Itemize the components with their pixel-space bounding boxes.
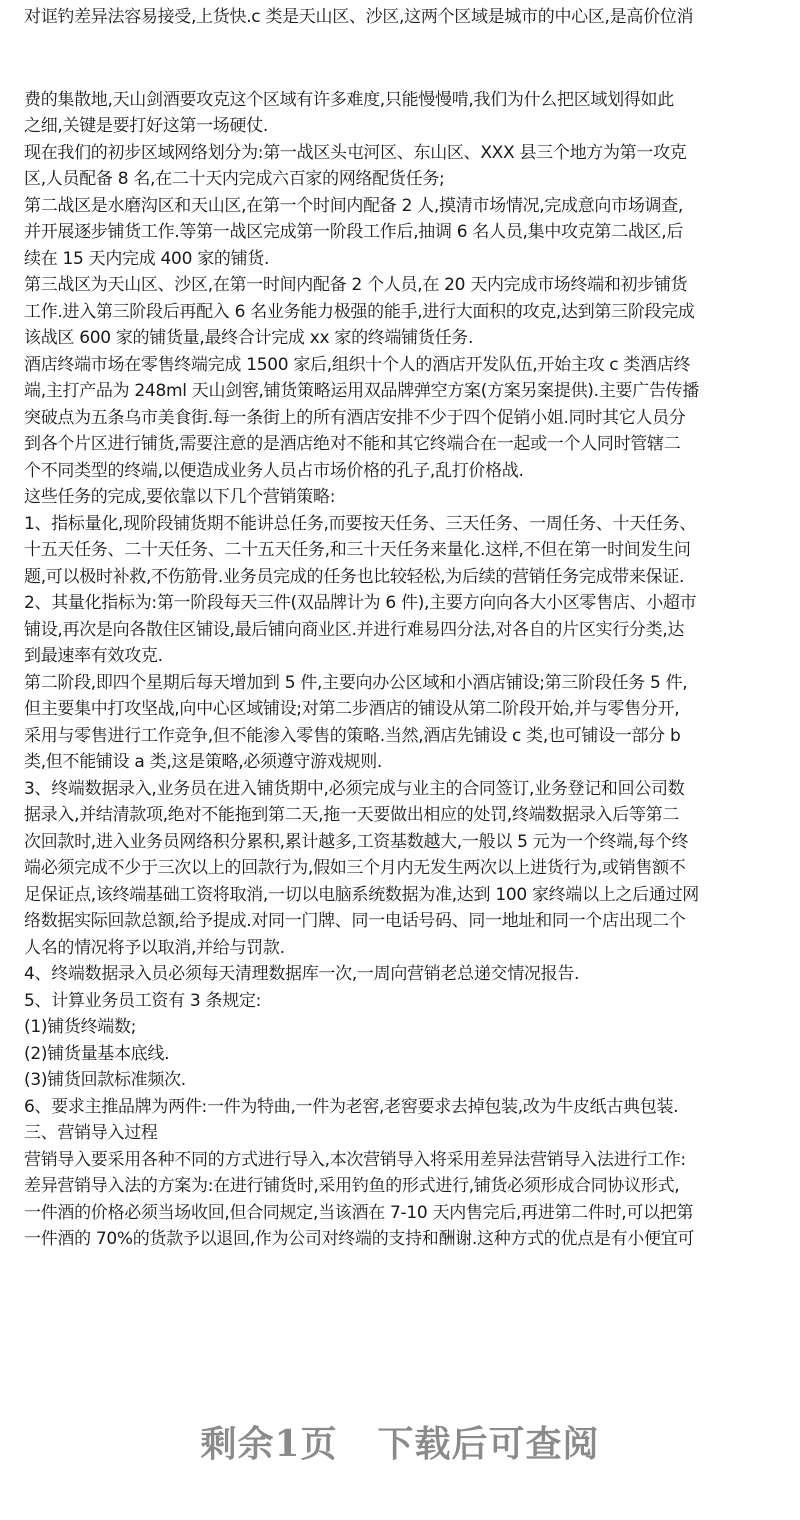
- text-line: 到最速率有效攻克.: [24, 646, 163, 666]
- text-line: 3、终端数据录入,业务员在进入铺货期中,必须完成与业主的合同签订,业务登记和回公司数: [24, 779, 685, 799]
- text-line: 络数据实际回款总额,给予提成.对同一门牌、同一电话号码、同一地址和同一个店出现二个: [24, 911, 686, 931]
- text-line: 现在我们的初步区域网络划分为:第一战区头屯河区、东山区、XXX 县三个地方为第一攻克: [24, 143, 687, 163]
- text-line: 一件酒的价格必须当场收回,但合同规定,当该酒在 7-10 天内售完后,再进第二件时,可以把第: [24, 1203, 694, 1223]
- text-line: 对诓钓差异法容易接受,上货快.c 类是天山区、沙区,这两个区域是城市的中心区,是高价位消: [24, 7, 694, 27]
- text-line: 铺设,再次是向各散住区铺设,最后铺向商业区.并进行难易四分法,对各自的片区实行分类,达: [24, 620, 685, 640]
- text-line: 足保证点,该终端基础工资将取消,一切以电脑系统数据为准,达到 100 家终端以上之后通过网: [24, 885, 699, 905]
- text-line: 2、其量化指标为:第一阶段每天三件(双品牌计为 6 件),主要方向向各大小区零售店、小超市: [24, 593, 697, 613]
- text-line: 区,人员配备 8 名,在二十天内完成六百家的网络配货任务;: [24, 169, 445, 189]
- text-line: (1)铺货终端数;: [24, 1017, 137, 1037]
- text-line: 第二战区是水磨沟区和天山区,在第一个时间内配备 2 人,摸清市场情况,完成意向市场调查,: [24, 196, 684, 216]
- text-line: 个不同类型的终端,以便造成业务人员占市场价格的孔子,乱打价格战.: [24, 461, 524, 481]
- text-line: 1、指标量化,现阶段铺货期不能讲总任务,而要按天任务、三天任务、一周任务、十天任务、: [24, 514, 697, 534]
- text-line: 酒店终端市场在零售终端完成 1500 家后,组织十个人的酒店开发队伍,开始主攻 c 类酒店终: [24, 355, 691, 375]
- text-line: 差异营销导入法的方案为:在进行铺货时,采用钓鱼的形式进行,铺货必须形成合同协议形式,: [24, 1176, 680, 1196]
- text-line: (3)铺货回款标准频次.: [24, 1070, 186, 1090]
- text-line: (2)铺货量基本底线.: [24, 1044, 170, 1064]
- text-line: 据录入,并结清款项,绝对不能拖到第二天,拖一天要做出相应的处罚,终端数据录入后等第二: [24, 805, 680, 825]
- text-line: 该战区 600 家的铺货量,最终合计完成 xx 家的终端铺货任务.: [24, 328, 474, 348]
- text-line: 之细,关键是要打好这第一场硬仗.: [24, 116, 269, 136]
- text-line: 6、要求主推品牌为两件:一件为特曲,一件为老窖,老窖要求去掉包装,改为牛皮纸古典包装.: [24, 1097, 679, 1117]
- download-prompt-banner[interactable]: [0, 1414, 800, 1474]
- text-line: 采用与零售进行工作竞争,但不能渗入零售的策略.当然,酒店先铺设 c 类,也可铺设一部分 b: [24, 726, 681, 746]
- text-line: 第三战区为天山区、沙区,在第一时间内配备 2 个人员,在 20 天内完成市场终端和初步铺货: [24, 275, 688, 295]
- text-line: 这些任务的完成,要依靠以下几个营销策略:: [24, 487, 336, 507]
- text-line: 第二阶段,即四个星期后每天增加到 5 件,主要向办公区域和小酒店铺设;第三阶段任务 5 件,: [24, 673, 688, 693]
- text-line: 十五天任务、二十天任务、二十五天任务,和三十天任务来量化.这样,不但在第一时间发生问: [24, 540, 691, 560]
- text-line: 人名的情况将予以取消,并给与罚款.: [24, 938, 285, 958]
- text-line: 到各个片区进行铺货,需要注意的是酒店绝对不能和其它终端合在一起或一个人同时管辖二: [24, 434, 681, 454]
- remaining-pages-text: 剩余1页: [200, 1423, 338, 1465]
- text-line: 费的集散地,天山剑酒要攻克这个区域有许多难度,只能慢慢啃,我们为什么把区域划得如此: [24, 90, 674, 110]
- text-line: 类,但不能铺设 a 类,这是策略,必须遵守游戏规则.: [24, 752, 383, 772]
- text-line: 工作.进入第三阶段后再配入 6 名业务能力极强的能手,进行大面积的攻克,达到第三阶段完成: [24, 302, 695, 322]
- download-to-view-text: 下载后可查阅: [377, 1423, 600, 1465]
- text-line: 营销导入要采用各种不同的方式进行导入,本次营销导入将采用差异法营销导入法进行工作:: [24, 1150, 686, 1170]
- text-line: 续在 15 天内完成 400 家的铺货.: [24, 249, 270, 269]
- text-line: 但主要集中打攻坚战,向中心区域铺设;对第二步酒店的铺设从第二阶段开始,并与零售分开,: [24, 699, 680, 719]
- text-line: 三、营销导入过程: [24, 1123, 158, 1143]
- text-line: 5、计算业务员工资有 3 条规定:: [24, 991, 262, 1011]
- text-line: 端必须完成不少于三次以上的回款行为,假如三个月内无发生两次以上进货行为,或销售额不: [24, 858, 686, 878]
- text-line: 突破点为五条乌市美食街.每一条街上的所有酒店安排不少于四个促销小姐.同时其它人员分: [24, 408, 686, 428]
- text-line: 次回款时,进入业务员网络积分累积,累计越多,工资基数越大,一般以 5 元为一个终端,每个终: [24, 832, 689, 852]
- text-line: 题,可以极时补救,不伤筋骨.业务员完成的任务也比较轻松,为后续的营销任务完成带来保证.: [24, 567, 685, 587]
- text-line: 端,主打产品为 248ml 天山剑窖,铺货策略运用双品牌弹空方案(方案另案提供).主要广告传播: [24, 381, 699, 401]
- text-line: 并开展逐步铺货工作.等第一战区完成第一阶段工作后,抽调 6 名人员,集中攻克第二战区,后: [24, 222, 684, 242]
- text-line: 一件酒的 70%的货款予以退回,作为公司对终端的支持和酬谢.这种方式的优点是有小便宜可: [24, 1229, 695, 1249]
- text-line: 4、终端数据录入员必须每天清理数据库一次,一周向营销老总递交情况报告.: [24, 964, 580, 984]
